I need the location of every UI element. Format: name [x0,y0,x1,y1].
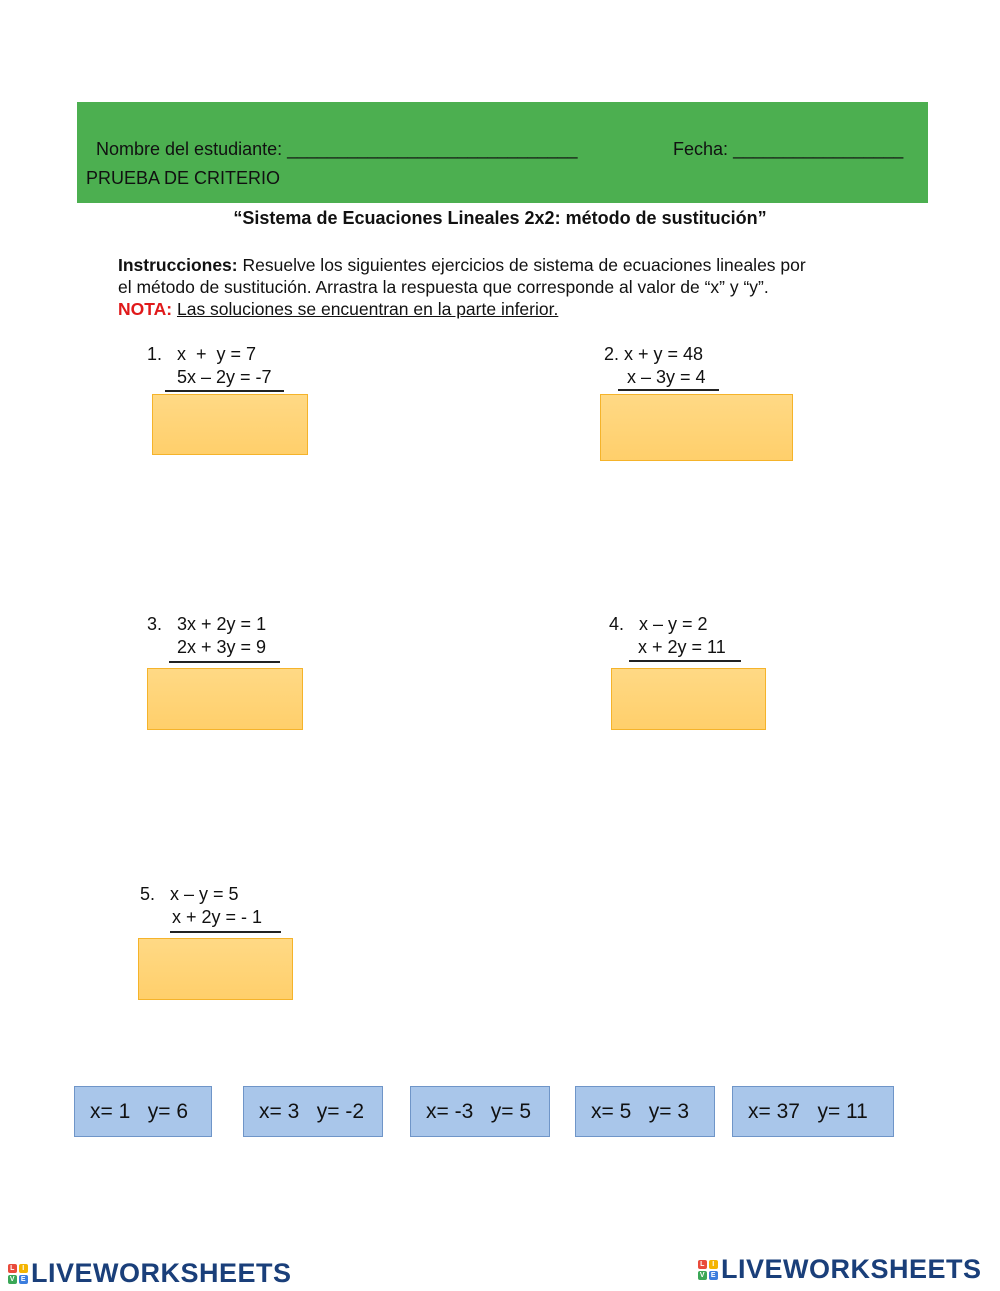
date-blank[interactable]: _________________ [733,139,904,159]
answer-tile[interactable]: x= 3 y= -2 [243,1086,383,1137]
problem-1-underline [165,390,284,392]
problem-2-eq1: 2. x + y = 48 [604,344,704,364]
problem-3-eq2: 2x + 3y = 9 [177,637,267,657]
problem-1-drop-zone[interactable] [152,394,308,455]
logo-text: LIVEWORKSHEETS [721,1254,982,1284]
nota-text: Las soluciones se encuentran en la parte inferior. [176,299,559,319]
problem-4-eq2: x + 2y = 11 [638,637,726,657]
problem-3-eq1: 3. 3x + 2y = 1 [147,614,267,634]
problem-4-underline [629,660,741,662]
answer-tile[interactable]: x= -3 y= 5 [410,1086,550,1137]
student-name-blank[interactable]: _____________________________ [287,139,578,159]
problem-3-underline [169,661,280,663]
problem-4-drop-zone[interactable] [611,668,766,730]
logo-mark-icon: L I V E [699,1260,717,1279]
liveworksheets-logo-right [698,1254,982,1285]
date-label: Fecha: _________________ [673,139,904,159]
instructions-line1: Resuelve los siguientes ejercicios de sistema de ecuaciones lineales por [237,255,806,275]
answer-tile[interactable]: x= 1 y= 6 [74,1086,212,1137]
instructions-label: Instrucciones: [118,255,238,275]
problem-2-underline [618,389,719,391]
answer-tile[interactable]: x= 37 y= 11 [732,1086,894,1137]
problem-2-drop-zone[interactable] [600,394,793,461]
problem-1-eq1: 1. x + y = 7 [147,344,257,364]
logo-text: LIVEWORKSHEETS [31,1258,292,1288]
problem-5-eq2: x + 2y = - 1 [172,907,263,927]
student-name-label: Nombre del estudiante: _____________________________ [96,139,578,159]
problem-1-eq2: 5x – 2y = -7 [177,367,272,387]
problem-5-eq1: 5. x – y = 5 [140,884,239,904]
instructions [118,254,918,320]
problem-4-eq1: 4. x – y = 2 [609,614,708,634]
liveworksheets-logo-left [8,1258,292,1289]
page-title: “Sistema de Ecuaciones Lineales 2x2: método de sustitución” [233,208,767,228]
problem-5-underline [170,931,281,933]
problem-2-eq2: x – 3y = 4 [627,367,706,387]
test-label: PRUEBA DE CRITERIO [86,168,281,188]
nota-label: NOTA: [118,299,173,319]
instructions-line2: el método de sustitución. Arrastra la respuesta que corresponde al valor de “x” y “y”. [118,277,769,297]
answer-tile[interactable]: x= 5 y= 3 [575,1086,715,1137]
problem-5-drop-zone[interactable] [138,938,293,1000]
problem-3-drop-zone[interactable] [147,668,303,730]
logo-mark-icon: L I V E [9,1264,27,1283]
